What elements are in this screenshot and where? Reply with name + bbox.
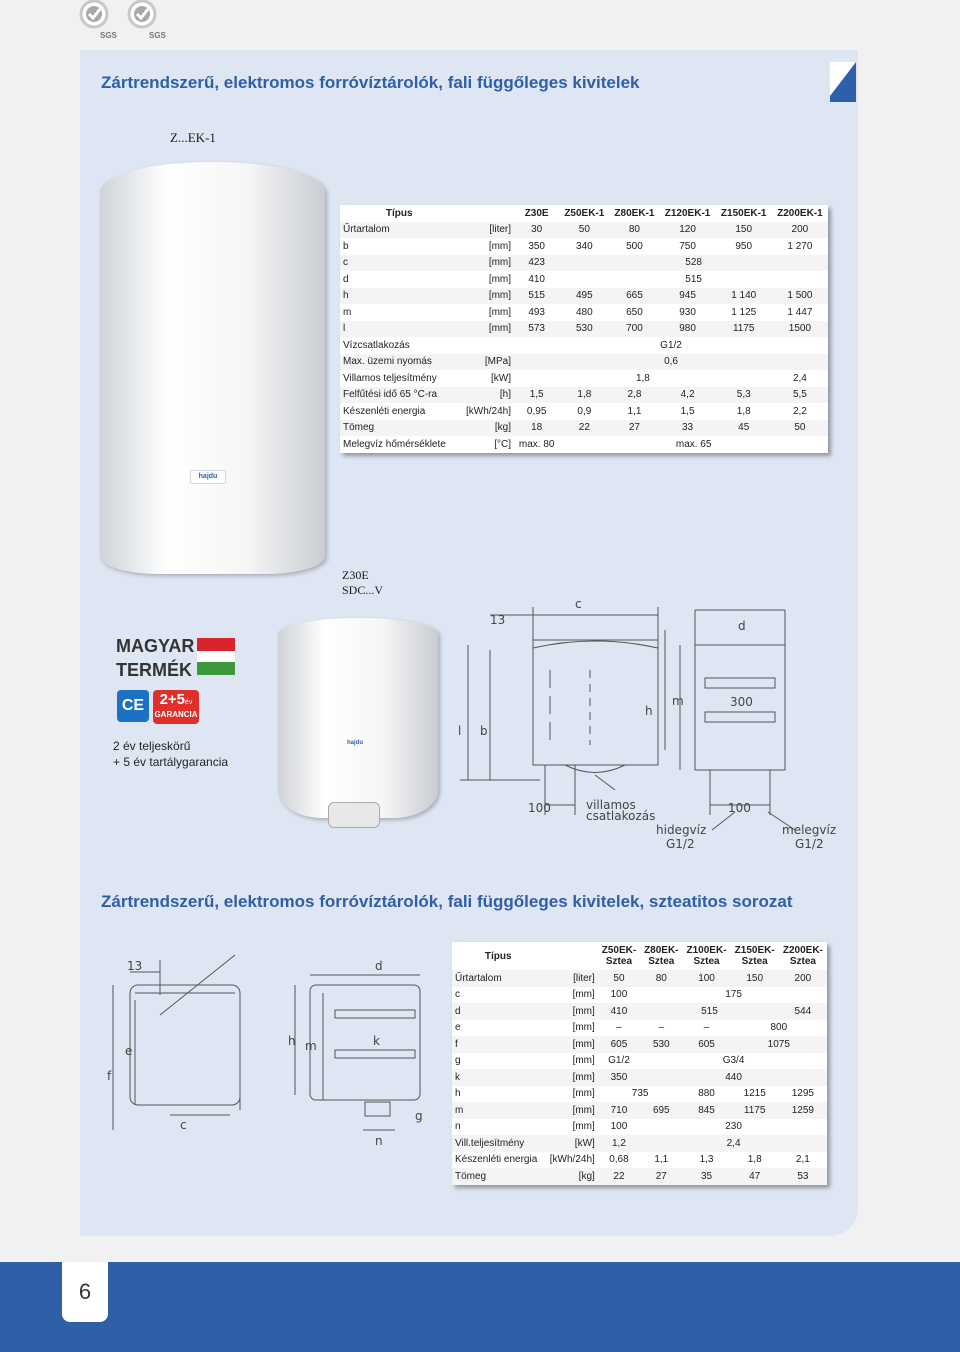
row-unit: [liter] [458,222,514,239]
row-unit: [mm] [572,1121,595,1133]
cell: 340 [576,240,593,252]
drawing2-dim-d: d [375,959,383,973]
cell: 1,8 [635,372,650,384]
table-row [340,222,828,239]
drawing-power-1: villamos [586,798,636,812]
cell: 493 [528,306,545,318]
drawing-cold-2: G1/2 [666,837,695,851]
row-unit: [kW] [491,372,512,384]
table-row [340,420,828,437]
cell: 530 [559,321,609,338]
made-in-hungary-badge [116,634,194,682]
cell: 1,1 [627,405,642,417]
row-unit: [mm] [458,255,514,272]
cell: 2,8 [609,387,659,404]
cell: 1,3 [699,1154,714,1166]
section-title-2: Zártrendszerű, elektromos forróvíztárolók, fali függőleges kivitelek, szteatitos sorozat [101,892,793,911]
cell: 0,95 [526,405,547,417]
row-label: Űrtartalom [340,222,458,239]
row-unit: [mm] [488,240,512,252]
cell: 515 [514,288,559,305]
sgs-label-1: SGS [100,31,117,40]
cell: 2,1 [795,1154,810,1166]
row-unit: [mm] [458,321,514,338]
table-row [452,1119,827,1136]
cell: 100 [610,1121,628,1133]
cell: G1/2 [608,1055,630,1067]
made-line1: MAGYAR [116,636,195,656]
cell: 27 [640,1168,682,1185]
row-label: Készenléti energia [343,405,426,417]
cell: 665 [609,288,659,305]
row-label: n [455,1121,461,1133]
cell: 53 [779,1168,827,1185]
cell: 1175 [716,321,772,338]
table-header-row [340,205,828,222]
row-label: Vill.teljesítmény [452,1135,544,1152]
row-unit: [kWh/24h] [549,1154,595,1166]
row-unit: [mm] [572,1088,595,1100]
header-type: Típus [340,205,458,222]
cell: 150 [731,970,779,987]
cell: 1,8 [736,405,751,417]
warranty-text-line1: 2 év teljeskörű [113,739,191,753]
cell: 495 [559,288,609,305]
cell: 750 [679,240,696,252]
row-unit [458,337,514,354]
page-number: 6 [62,1262,108,1322]
row-unit: [liter] [544,970,597,987]
cell: 1 500 [772,288,828,305]
header-model: Z150EK- Sztea [731,942,779,970]
cell: 50 [559,222,609,239]
cell: 515 [640,1003,779,1020]
cell: 544 [779,1003,827,1020]
made-line2: TERMÉK [116,660,192,680]
small-water-heater-image [278,618,438,818]
spec-table-2 [452,942,827,1185]
drawing-dim-m: m [672,694,684,708]
sgs-label-2: SGS [149,31,166,40]
row-label: f [452,1036,544,1053]
table-row [340,288,828,305]
row-label: c [455,989,460,1001]
drawing2-dim-h: h [288,1034,296,1048]
cell: 500 [626,240,643,252]
cell: 22 [559,420,609,437]
table-row [452,1069,827,1086]
row-unit: [mm] [572,1022,595,1034]
row-label: Űrtartalom [452,970,544,987]
technical-drawing-1 [450,590,850,860]
cell: 1259 [779,1102,827,1119]
model-label: Z...EK-1 [170,130,216,145]
cell: 930 [679,306,696,318]
table-header-row [452,942,827,970]
spec-table-1 [340,205,828,453]
header-model: Z150EK-1 [716,205,772,222]
table-row [340,436,828,453]
cell: 150 [716,222,772,239]
row-label: Vízcsatlakozás [343,339,410,351]
drawing-hot-2: G1/2 [795,837,824,851]
header-model: Z80EK- Sztea [640,942,682,970]
drawing-cold-1: hidegvíz [656,823,707,837]
cell: 35 [682,1168,730,1185]
row-unit: [mm] [458,288,514,305]
header-model: Z200EK- Sztea [779,942,827,970]
table-row [452,1036,827,1053]
cell: 0,9 [577,405,592,417]
cell: 100 [610,989,628,1001]
row-label: d [452,1003,544,1020]
table-row [340,387,828,404]
row-label: Tömeg [452,1168,544,1185]
cell: 2,2 [792,405,807,417]
cell: max. 65 [675,438,712,450]
row-label: Villamos teljesítmény [343,372,437,384]
drawing-power-2: csatlakozás [586,809,656,823]
row-label: c [340,255,458,272]
table-row [452,1135,827,1152]
cell: 423 [514,255,559,272]
row-label: d [343,273,349,285]
cell: 200 [772,222,828,239]
cell: 880 [698,1088,715,1100]
drawing-dim-h: h [645,704,653,718]
cell: G1/2 [660,339,682,351]
cell: – [616,1022,622,1034]
hajdu-logo: hajdu [190,470,226,484]
row-unit: [mm] [544,1036,597,1053]
drawing-dim-300: 300 [730,695,753,709]
drawing-dim-100a: 100 [528,801,551,815]
cell: 605 [682,1036,730,1053]
header-model: Z80EK-1 [609,205,659,222]
table-row [340,403,828,420]
row-label: e [455,1022,461,1034]
cell: 0,6 [514,354,828,371]
row-label: Készenléti energia [455,1154,538,1166]
water-heater-image [100,162,325,574]
table-row [340,337,828,354]
row-unit: [mm] [544,1102,597,1119]
cell: 980 [659,321,715,338]
row-unit: [mm] [572,989,595,1001]
hajdu-logo-small: hajdu [347,740,363,746]
drawing2-dim-m: m [305,1039,317,1053]
cell: 350 [598,1069,640,1086]
cell: 945 [659,288,715,305]
cell: 18 [514,420,559,437]
cell: 410 [598,1003,640,1020]
header-model: Z50EK-1 [559,205,609,222]
cell: – [703,1022,710,1034]
drawing2-dim-k: k [373,1034,380,1048]
table-row [452,1168,827,1185]
model2-line1: Z30E [342,568,369,582]
cell: 200 [779,970,827,987]
model2-label [342,568,383,598]
cell: 1 140 [716,288,772,305]
warranty-word: GARANCIA [154,710,198,719]
row-label: h [340,288,458,305]
cell: 605 [598,1036,640,1053]
cell: 50 [772,420,828,437]
section-title-1: Zártrendszerű, elektromos forróvíztárolók, fali függőleges kivitelek [101,73,640,92]
drawing2-dim-g: g [415,1109,423,1123]
cell: G3/4 [722,1055,745,1067]
cell: 800 [770,1022,788,1034]
header-unit [458,205,514,222]
cell: 1,2 [598,1135,640,1152]
table-row [340,354,828,371]
row-unit: [kg] [458,420,514,437]
table-row [452,1003,827,1020]
cell: 1,1 [654,1154,669,1166]
drawing2-dim-n: n [375,1134,383,1148]
cell: 1 270 [787,240,813,252]
cell: 120 [659,222,715,239]
cell: 47 [731,1168,779,1185]
technical-drawing-2 [95,945,445,1160]
cell: 480 [576,306,593,318]
cell: 2,4 [640,1135,827,1152]
corner-decoration [830,62,856,102]
row-unit: [kWh/24h] [466,405,512,417]
table-row [340,271,828,288]
drawing-dim-c: c [575,597,582,611]
cell: 950 [735,240,753,252]
row-label: m [452,1102,544,1119]
cell: 1500 [772,321,828,338]
warranty-big: 2+5 [159,691,186,708]
cell: 80 [609,222,659,239]
cell: 700 [609,321,659,338]
cell: 50 [598,970,640,987]
header-model: Z100EK- Sztea [682,942,730,970]
cell: – [658,1022,665,1034]
row-label: h [455,1088,461,1100]
drawing-dim-13: 13 [490,613,506,627]
cell: 0,68 [609,1154,629,1166]
table-row [340,255,828,272]
control-knob [328,802,380,828]
cell: 80 [640,970,682,987]
header-unit [544,942,597,970]
cell: 530 [640,1036,682,1053]
cell: 30 [514,222,559,239]
row-unit: [mm] [488,273,512,285]
table-row [340,321,828,338]
flag-green-stripe [197,662,235,675]
header-model: Z120EK-1 [659,205,715,222]
cell: 45 [716,420,772,437]
drawing2-dim-13: 13 [127,959,143,973]
cell: 650 [626,306,643,318]
row-label: Melegvíz hőmérséklete [343,438,446,450]
cell: 1075 [731,1036,827,1053]
drawing2-dim-c: c [180,1118,187,1132]
row-unit: [mm] [544,1069,597,1086]
footer-bar [0,1262,960,1352]
table-row [452,987,827,1004]
row-label: Tömeg [340,420,458,437]
cell: 5,5 [772,387,828,404]
cell: 2,4 [792,372,807,384]
cell: 350 [528,240,545,252]
row-label: m [343,306,352,318]
table-row [340,238,828,255]
drawing-hot-1: melegvíz [782,823,837,837]
drawing2-dim-e: e [125,1044,133,1058]
table-row [452,1020,827,1037]
cell: 1,5 [514,387,559,404]
row-unit: [MPa] [458,354,514,371]
cell: 100 [682,970,730,987]
drawing-dim-d: d [738,619,746,633]
cell: 27 [609,420,659,437]
row-unit: [kg] [544,1168,597,1185]
warranty-small: év [185,699,193,706]
cell: 710 [598,1102,640,1119]
row-unit: [°C] [494,438,512,450]
ce-mark-icon: CE [117,690,149,722]
cell: 1 125 [731,306,757,318]
flag-red-stripe [197,638,235,651]
cell: 1,8 [747,1154,762,1166]
cell: 735 [631,1088,649,1100]
row-label: l [340,321,458,338]
cell: 1295 [791,1088,814,1100]
row-unit: [mm] [572,1055,595,1067]
cell: max. 80 [518,438,555,450]
cell: 1215 [743,1088,766,1100]
cell: 410 [528,273,545,285]
cell: 528 [559,255,828,272]
table-row [340,370,828,387]
cell: 440 [640,1069,827,1086]
cell: 230 [725,1121,742,1133]
row-label: Max. üzemi nyomás [340,354,458,371]
row-unit: [mm] [488,306,512,318]
warranty-text [113,738,228,770]
table-row [452,1086,827,1103]
header-model: Z200EK-1 [772,205,828,222]
table-row [452,1152,827,1169]
cell: 1,8 [559,387,609,404]
warranty-text-line2: + 5 év tartálygarancia [113,755,229,769]
table-row [452,1053,827,1070]
table-row [340,304,828,321]
drawing-dim-l: l [458,724,462,738]
drawing2-dim-f: f [107,1069,112,1083]
table-row [452,970,827,987]
cell: 1 447 [787,306,813,318]
model2-line2: SDC...V [342,583,384,597]
row-label: k [452,1069,544,1086]
table-row [452,1102,827,1119]
header-model: Z50EK- Sztea [598,942,640,970]
row-label: g [455,1055,461,1067]
cell: 5,3 [716,387,772,404]
cell: 4,2 [659,387,715,404]
drawing-dim-b: b [480,724,488,738]
cell: 175 [725,989,742,1001]
cell: 573 [514,321,559,338]
warranty-badge [153,690,199,724]
cell: 515 [685,273,702,285]
drawing-dim-100b: 100 [728,801,751,815]
row-unit: [mm] [544,1003,597,1020]
header-model: Z30E [514,205,559,222]
row-label: b [343,240,349,252]
cell: 33 [659,420,715,437]
cell: 1175 [731,1102,779,1119]
row-unit: [kW] [544,1135,597,1152]
cell: 695 [640,1102,682,1119]
cell: 1,5 [680,405,695,417]
row-unit: [h] [458,387,514,404]
row-label: Felfűtési idő 65 °C-ra [340,387,458,404]
header-type: Típus [452,942,544,970]
cell: 22 [598,1168,640,1185]
cell: 845 [682,1102,730,1119]
